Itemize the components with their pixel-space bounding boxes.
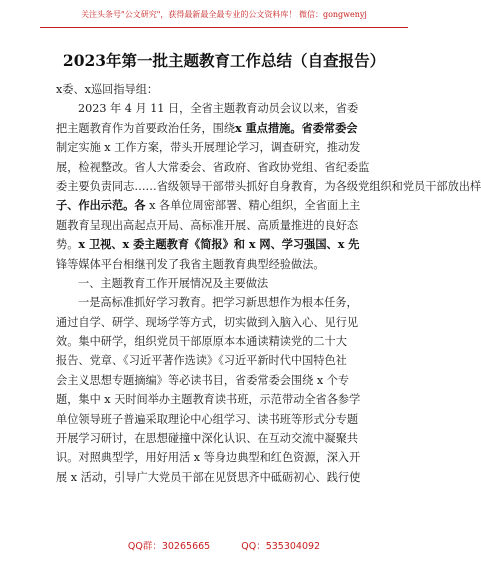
bold-text-run: 子、作出示范。各 — [56, 198, 146, 213]
text-run: 势。 — [56, 238, 79, 252]
document-body — [56, 80, 481, 487]
text-run: 效。集中研学，组织党员干部原原本本通读精读党的二十大 — [56, 335, 347, 349]
text-run: 题，集中 x 天时间举办主题教育读书班，示范带动全省各参学 — [56, 393, 361, 407]
text-run: 2023 年 4 月 11 日，全省主题教育动员会议以来，省委 — [78, 102, 359, 116]
text-run: 题教育呈现出高起点开局、高标准开展、高质量推进的良好态 — [56, 218, 359, 232]
text-line — [56, 410, 394, 429]
salutation: x委、x巡回指导组： — [56, 83, 159, 96]
header-divider — [40, 27, 408, 28]
text-line — [56, 119, 394, 138]
text-line — [56, 216, 394, 235]
text-line — [56, 138, 394, 157]
text-line — [56, 196, 394, 215]
text-run: 把主题教育作为首要政治任务，围绕 — [56, 121, 236, 135]
text-line — [56, 293, 394, 312]
qq-group-text: QQ群：30265665 — [127, 541, 211, 552]
promo-header — [0, 0, 448, 34]
contact-footer — [0, 540, 448, 556]
document-title: 2023年第一批主题教育工作总结（自查报告） — [62, 51, 386, 70]
text-run: x 各单位周密部署、精心组织，全省面上主 — [145, 199, 361, 213]
text-line — [56, 429, 394, 448]
text-run: 一、主题教育工作开展情况及主要做法 — [78, 276, 269, 290]
text-run: 锋等媒体平台相继刊发了我省主题教育典型经验做法。 — [56, 257, 325, 271]
text-line — [56, 235, 394, 254]
qq-text: QQ：535304092 — [241, 541, 321, 552]
text-line — [56, 313, 394, 332]
text-run: 通过自学、研学、现场学等方式，切实做到入脑入心、见行见 — [56, 315, 359, 329]
text-line — [56, 448, 394, 467]
text-run: 展 x 活动，引导广大党员干部在见贤思齐中砥砺初心、践行使 — [56, 470, 361, 484]
text-run: 展，检视整改。省人大常委会、省政府、省政协党组、省纪委监 — [56, 160, 370, 174]
text-line — [56, 274, 394, 293]
text-run: 制定实施 x 工作方案，带头开展理论学习，调查研究，推动发 — [56, 141, 361, 155]
text-line — [56, 332, 394, 351]
text-run: 一是高标准抓好学习教育。把学习新思想作为根本任务， — [78, 296, 358, 310]
text-line — [56, 158, 394, 177]
text-run: 委主要负责同志……省级领导干部带头抓好自身教育，为各级党组织和党员干部放出样 — [56, 179, 481, 193]
text-line — [56, 371, 394, 390]
text-line — [56, 468, 394, 487]
text-line — [56, 351, 394, 370]
text-run: 报告、党章、《习近平著作选读》《习近平新时代中国特色社 — [56, 354, 347, 368]
text-run: 会主义思想专题摘编》等必读书目，省委常委会围绕 x 个专 — [56, 373, 350, 387]
bold-text-run: x 卫视、x 委主题教育《简报》和 x 网、学习强国、x 先 — [78, 237, 360, 252]
text-run: 单位领导班子普遍采取理论中心组学习、读书班等形式分专题 — [56, 412, 359, 426]
text-line — [56, 99, 394, 118]
text-line — [56, 177, 481, 196]
text-run: 开展学习研讨，在思想碰撞中深化认识、在互动交流中凝聚共 — [56, 432, 359, 446]
paragraph-lines — [56, 99, 481, 487]
text-run: 识。对照典型学，用好用活 x 等身边典型和红色资源，深入开 — [56, 451, 361, 465]
text-line — [56, 390, 394, 409]
promo-text: 关注头条号"公文研究"，获得最新最全最专业的公文资料库！ 微信：gongwenyj — [81, 10, 367, 19]
bold-text-run: x 重点措施。省委常委会 — [235, 120, 358, 135]
text-line — [56, 255, 394, 274]
